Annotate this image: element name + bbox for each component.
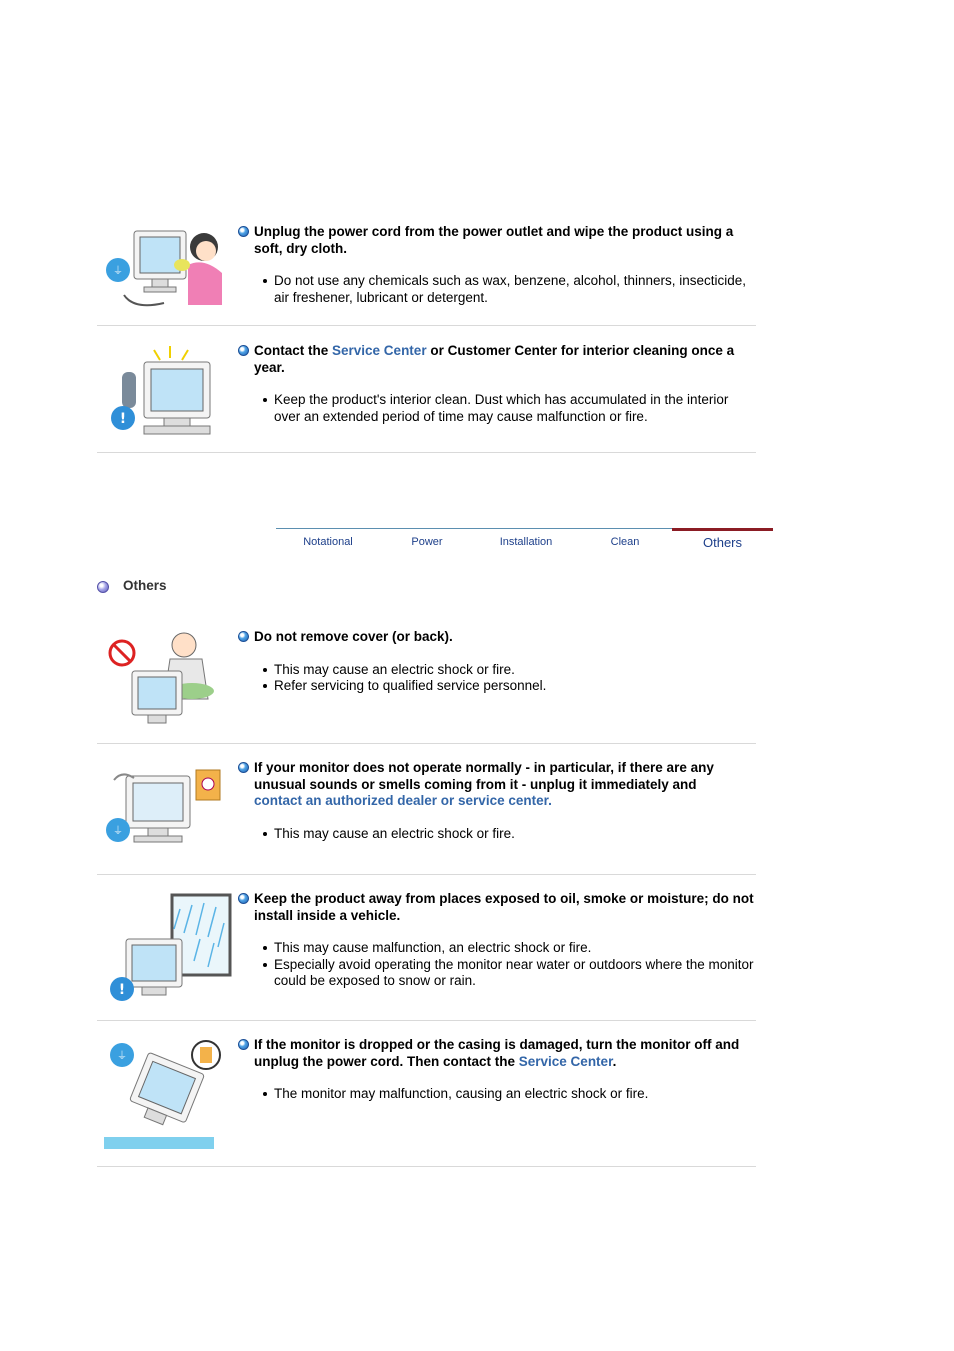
svg-text:⏚: ⏚ xyxy=(117,1051,127,1062)
remove-cover-illustration xyxy=(104,629,234,729)
svg-text:!: ! xyxy=(119,411,127,427)
list-item: Especially avoid operating the monitor near water or outdoors where the monitor could be exposed to snow or rain. xyxy=(274,957,756,990)
blue-bullet-icon xyxy=(238,631,249,642)
service-center-link[interactable]: Service Center xyxy=(518,1053,613,1069)
tab-others[interactable]: Others xyxy=(672,528,773,555)
service-center-link[interactable]: Service Center xyxy=(332,343,427,358)
svg-text:!: ! xyxy=(118,982,126,998)
tab-installation[interactable]: Installation xyxy=(474,528,578,553)
tab-clean[interactable]: Clean xyxy=(578,528,672,553)
dropped-monitor-illustration xyxy=(104,1035,234,1151)
others-item-4 xyxy=(97,1021,756,1167)
others-heading-2: If your monitor does not operate normally - in particular, if there are any unusual sounds or smells coming from it - unplug it immediately and contact an authorized dealer or service center. xyxy=(238,760,756,810)
clean-heading-2: Contact the Service Center or Customer Center for interior cleaning once a year. xyxy=(238,343,756,376)
others-item-1 xyxy=(97,619,756,744)
list-item: This may cause malfunction, an electric shock or fire. xyxy=(274,940,756,957)
list-item: Keep the product's interior clean. Dust which has accumulated in the interior over an extended period of time may cause malfunction or fire. xyxy=(274,392,756,425)
list-item: This may cause an electric shock or fire. xyxy=(274,826,756,843)
list-item: This may cause an electric shock or fire. xyxy=(274,662,756,679)
clean-heading-1: Unplug the power cord from the power outlet and wipe the product using a soft, dry cloth. xyxy=(238,224,756,257)
authorized-dealer-link[interactable]: contact an authorized dealer or service center xyxy=(254,793,549,808)
svg-text:⏚: ⏚ xyxy=(113,826,123,837)
moisture-illustration xyxy=(104,889,234,1007)
others-heading-4: If the monitor is dropped or the casing is damaged, turn the monitor off and unplug the power cord. Then contact the Service Center. xyxy=(238,1037,756,1070)
blue-bullet-icon xyxy=(238,893,249,904)
list-item: The monitor may malfunction, causing an electric shock or fire. xyxy=(274,1086,756,1103)
interior-cleaning-illustration xyxy=(104,344,234,438)
section-bullet-icon xyxy=(97,581,109,593)
abnormal-operation-illustration xyxy=(104,766,234,854)
others-heading-1: Do not remove cover (or back). xyxy=(238,629,756,646)
list-item: Refer servicing to qualified service personnel. xyxy=(274,678,756,695)
tab-power[interactable]: Power xyxy=(380,528,474,553)
tab-notational[interactable]: Notational xyxy=(276,528,380,553)
blue-bullet-icon xyxy=(238,226,249,237)
section-title: Others xyxy=(97,578,167,593)
clean-item-1 xyxy=(97,215,756,326)
tab-bar xyxy=(276,528,773,552)
blue-bullet-icon xyxy=(238,762,249,773)
others-heading-3: Keep the product away from places exposed to oil, smoke or moisture; do not install inside a vehicle. xyxy=(238,891,756,924)
list-item: Do not use any chemicals such as wax, benzene, alcohol, thinners, insecticide, air freshener, lubricant or detergent. xyxy=(274,273,756,306)
others-item-2 xyxy=(97,744,756,875)
others-item-3 xyxy=(97,875,756,1021)
blue-bullet-icon xyxy=(238,345,249,356)
blue-bullet-icon xyxy=(238,1039,249,1050)
clean-item-2 xyxy=(97,326,756,453)
monitor-wipe-illustration xyxy=(104,225,234,315)
svg-text:⏚: ⏚ xyxy=(113,266,123,277)
